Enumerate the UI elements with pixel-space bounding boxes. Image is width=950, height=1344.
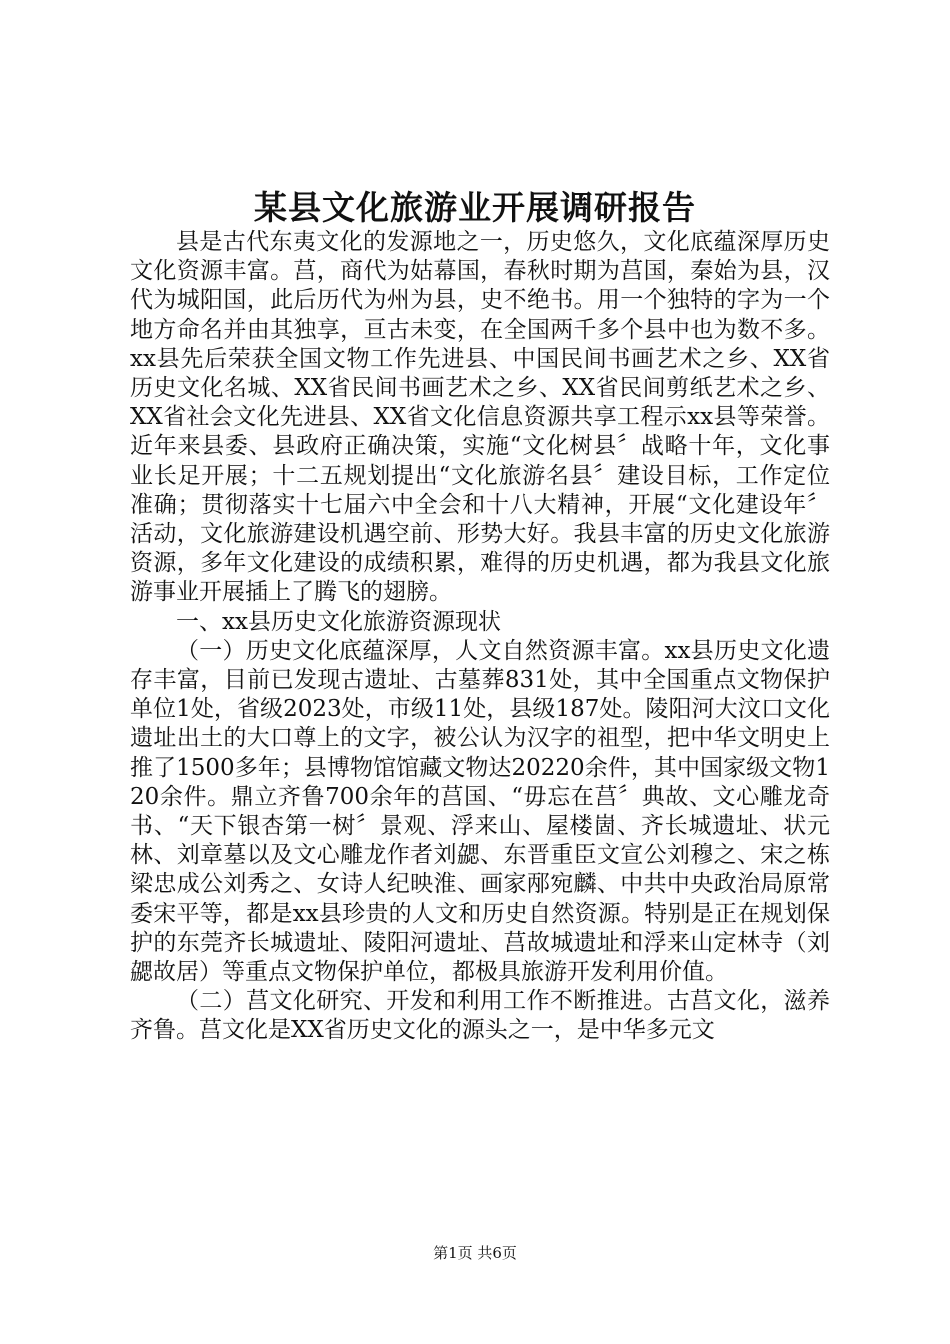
- page-footer: 第1页 共6页: [433, 1244, 517, 1262]
- subsection-2-paragraph: （二）莒文化研究、开发和利用工作不断推进。古莒文化，滋养齐鲁。莒文化是XX省历史文化的源头之一，是中华多元文: [130, 988, 830, 1044]
- subsection-1-paragraph: （一）历史文化底蕴深厚，人文自然资源丰富。xx县历史文化遗存丰富，目前已发现古遗址、古墓葬831处，其中全国重点文物保护单位1处，省级2023处，市级11处，县级187处。陵阳河大汶口文化遗址出土的大口尊上的文字，被公认为汉字的祖型，把中华文明史上推了1500多年；县博物馆馆藏文物达20220余件，其中国家级文物120余件。鼎立齐鲁700余年的莒国、“毋忘在莒〞典故、文心雕龙奇书、“天下银杏第一树〞景观、浮来山、屋楼崮、齐长城遗址、状元林、刘章墓以及文心雕龙作者刘勰、东晋重臣文宣公刘穆之、宋之栋梁忠成公刘秀之、女诗人纪映淮、画家邴宛麟、中共中央政治局原常委宋平等，都是xx县珍贵的人文和历史自然资源。特别是正在规划保护的东莞齐长城遗址、陵阳河遗址、莒故城遗址和浮来山定林寺（刘勰故居）等重点文物保护单位，都极具旅游开发利用价值。: [130, 637, 830, 986]
- document-title: 某县文化旅游业开展调研报告: [254, 188, 696, 227]
- document-body: [130, 228, 830, 1046]
- intro-paragraph: 县是古代东夷文化的发源地之一，历史悠久，文化底蕴深厚历史文化资源丰富。莒，商代为姑幕国，春秋时期为莒国，秦始为县，汉代为城阳国，此后历代为州为县，史不绝书。用一个独特的字为一个地方命名并由其独享，亘古未变，在全国两千多个县中也为数不多。xx县先后荣获全国文物工作先进县、中国民间书画艺术之乡、XX省历史文化名城、XX省民间书画艺术之乡、XX省民间剪纸艺术之乡、XX省社会文化先进县、XX省文化信息资源共享工程示xx县等荣誉。近年来县委、县政府正确决策，实施“文化树县〞战略十年，文化事业长足开展；十二五规划提出“文化旅游名县〞建设目标，工作定位准确；贯彻落实十七届六中全会和十八大精神，开展“文化建设年〞活动，文化旅游建设机遇空前、形势大好。我县丰富的历史文化旅游资源，多年文化建设的成绩积累，难得的历史机遇，都为我县文化旅游事业开展插上了腾飞的翅膀。: [130, 229, 830, 606]
- section-heading: 一、xx县历史文化旅游资源现状: [176, 608, 501, 635]
